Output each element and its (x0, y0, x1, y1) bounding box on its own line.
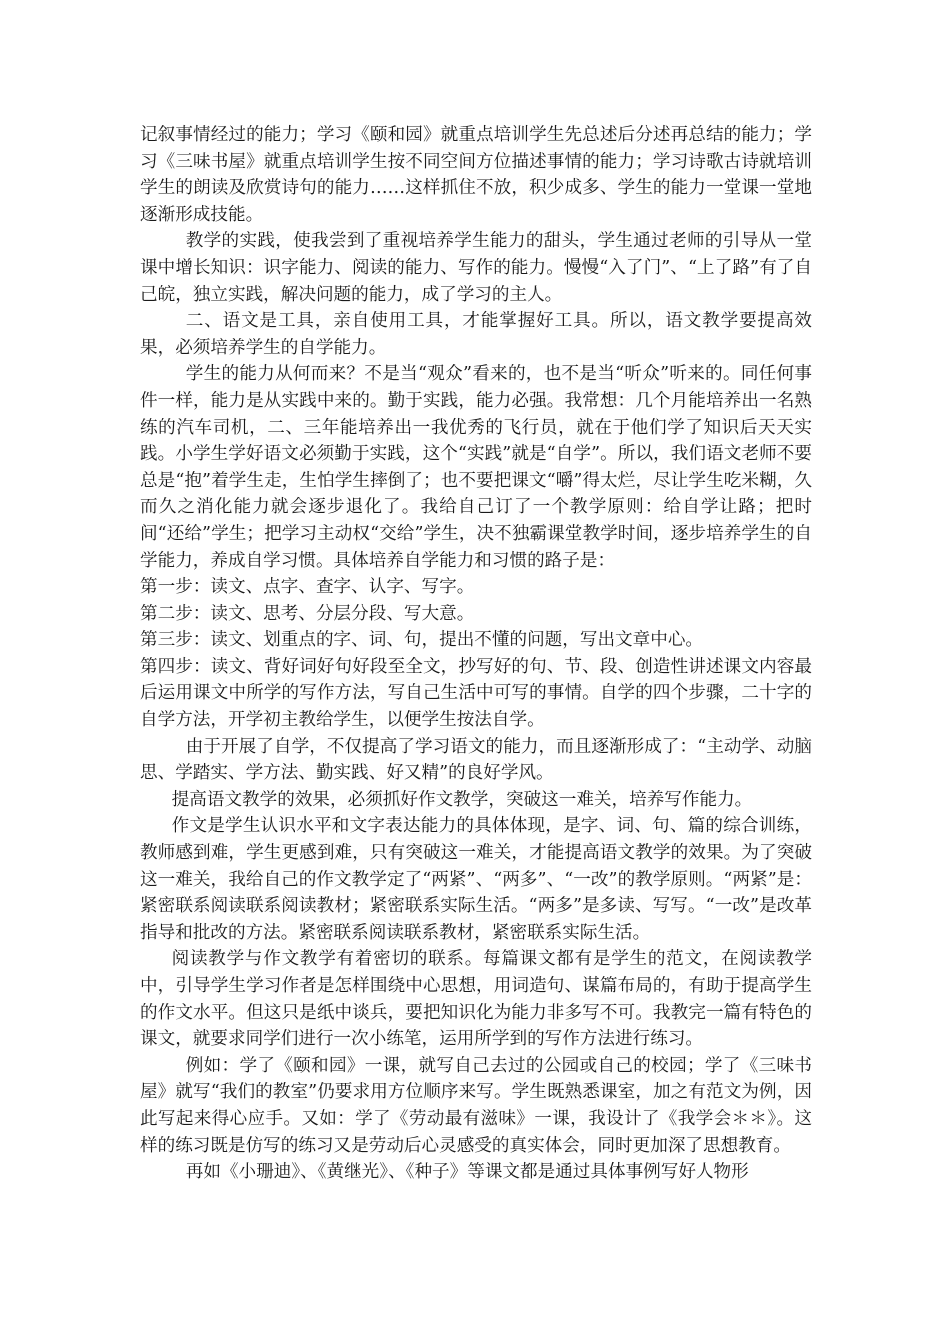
paragraph-4: 学生的能力从何而来？不是当“观众”看来的，也不是当“听众”听来的。同任何事件一样，能力是从实践中来的。勤于实践，能力必强。我常想：几个月能培养出一名熟练的汽车司机，二、三年能培养出一我优秀的飞行员，就在于他们学了知识后天天实践。小学生学好语文必须勤于实践，这个“实践”就是“自学”。所以，我们语文老师不要总是“抱”着学生走，生怕学生摔倒了；也不要把课文“嚼”得太烂，尽让学生吃米糊，久而久之消化能力就会逐步退化了。我给自己订了一个教学原则：给自学让路；把时间“还给”学生；把学习主动权“交给”学生，决不独霸课堂教学时间，逐步培养学生的自学能力，养成自学习惯。具体培养自学能力和习惯的路子是： (140, 364, 812, 571)
step-4: 第四步：读文、背好词好句好段至全文，抄写好的句、节、段、创造性讲述课文内容最后运用课文中所学的写作方法，写自己生活中可写的事情。自学的四个步骤，二十字的自学方法，开学初主教给学生，以便学生按法自学。 (140, 656, 812, 731)
paragraph-1: 记叙事情经过的能力；学习《颐和园》就重点培训学生先总述后分述再总结的能力；学习《三味书屋》就重点培训学生按不同空间方位描述事情的能力；学习诗歌古诗就培训学生的朗读及欣赏诗句的能力……这样抓住不放，积少成多、学生的能力一堂课一堂地逐渐形成技能。 (140, 125, 812, 225)
paragraph-2: 教学的实践，使我尝到了重视培养学生能力的甜头，学生通过老师的引导从一堂课中增长知识：识字能力、阅读的能力、写作的能力。慢慢“入了门”、“上了路”有了自己皖，独立实践，解决问题的能力，成了学习的主人。 (140, 231, 812, 305)
step-2: 第二步：读文、思考、分层分段、写大意。 (140, 603, 475, 624)
paragraph-7: 作文是学生认识水平和文字表达能力的具体体现，是字、词、句、篇的综合训练，教师感到难，学生更感到难，只有突破这一难关，才能提高语文教学的效果。为了突破这一难关，我给自己的作文教学定了“两紧”、“两多”、“一改”的教学原则。“两紧”是：紧密联系阅读联系阅读教材；紧密联系实际生活。“两多”是多读、写写。“一改”是改革指导和批改的方法。紧密联系阅读联系教材，紧密联系实际生活。 (140, 816, 812, 943)
paragraph-5: 由于开展了自学，不仅提高了学习语文的能力，而且逐渐形成了：“主动学、动脑思、学踏实、学方法、勤实践、好又精”的良好学风。 (140, 736, 812, 784)
step-3: 第三步：读文、划重点的字、词、句，提出不懂的问题，写出文章中心。 (140, 630, 704, 651)
paragraph-9: 例如：学了《颐和园》一课，就写自己去过的公园或自己的校园；学了《三味书屋》就写“我们的教室”仍要求用方位顺序来写。学生既熟悉课室，加之有范文为例，因此写起来得心应手。又如：学了《劳动最有滋味》一课，我设计了《我学会＊＊》。这样的练习既是仿写的练习又是劳动后心灵感受的真实体会，同时更加深了思想教育。 (140, 1055, 812, 1156)
paragraph-10: 再如《小珊迪》、《黄继光》、《种子》等课文都是通过具体事例写好人物形 (185, 1162, 749, 1183)
step-1: 第一步：读文、点字、查字、认字、写字。 (140, 577, 475, 598)
document-page (140, 122, 812, 1186)
paragraph-6: 提高语文教学的效果，必须抓好作文教学，突破这一难关，培养写作能力。 (171, 789, 753, 810)
paragraph-8: 阅读教学与作文教学有着密切的联系。每篇课文都有是学生的范文，在阅读教学中，引导学生学习作者是怎样围绕中心思想，用词造句、谋篇布局的，有助于提高学生的作文水平。但这只是纸中谈兵，要把知识化为能力非多写不可。我教完一篇有特色的课文，就要求同学们进行一次小练笔，运用所学到的写作方法进行练习。 (140, 949, 812, 1050)
paragraph-3: 二、语文是工具，亲自使用工具，才能掌握好工具。所以，语文教学要提高效果，必须培养学生的自学能力。 (140, 311, 812, 358)
